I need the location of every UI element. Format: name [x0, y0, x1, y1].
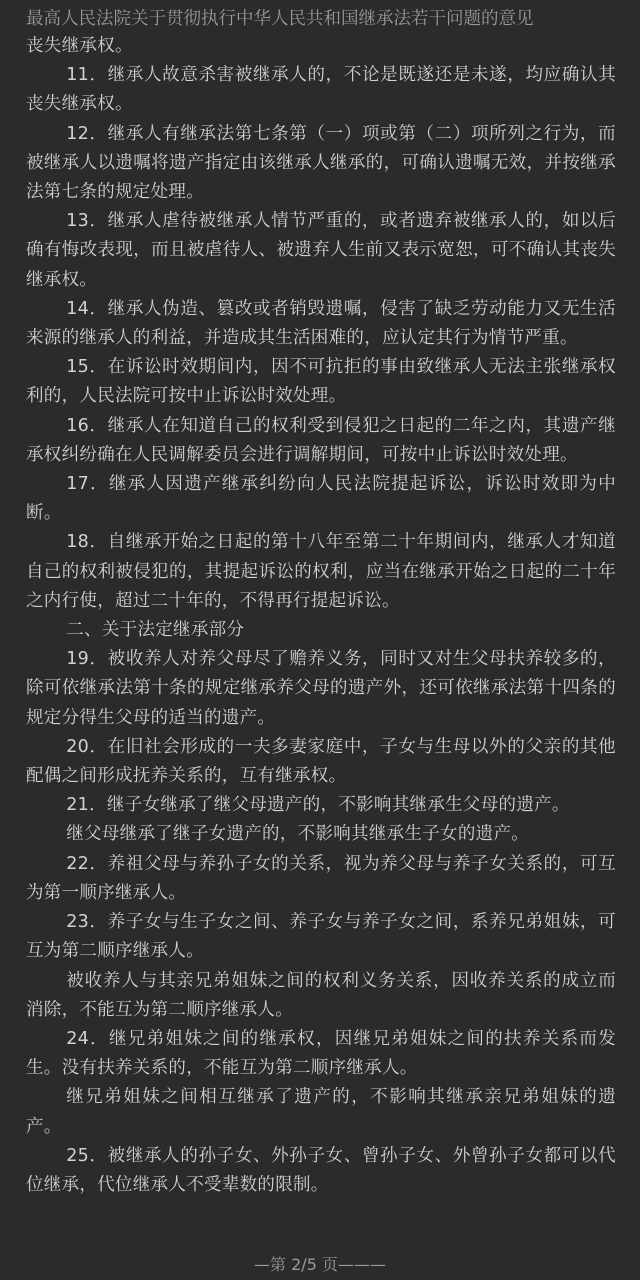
paragraph: 23．养子女与生子女之间、养子女与养子女之间，系养兄弟姐妹，可互为第二顺序继承人。 — [26, 912, 616, 962]
paragraph: 19．被收养人对养父母尽了赡养义务，同时又对生父母扶养较多的，除可依继承法第十条的规定继承养父母的遗产外，还可依继承法第十四条的规定分得生父母的适当的遗产。 — [26, 649, 616, 728]
paragraph: 22．养祖父母与养孙子女的关系，视为养父母与养子女关系的，可互为第一顺序继承人。 — [26, 853, 616, 903]
paragraph: 继父母继承了继子女遗产的，不影响其继承生子女的遗产。 — [66, 824, 530, 845]
paragraph: 丧失继承权。 — [26, 36, 133, 56]
paragraph: 13．继承人虐待被继承人情节严重的，或者遗弃被继承人的，如以后确有悔改表现，而且被虐待人、被遗弃人生前又表示宽恕，可不确认其丧失继承权。 — [26, 211, 616, 290]
paragraph: 17．继承人因遗产继承纠纷向人民法院提起诉讼，诉讼时效即为中断。 — [26, 474, 616, 524]
book-title: 最高人民法院关于贯彻执行中华人民共和国继承法若干问题的意见 — [26, 9, 534, 29]
paragraph: 继兄弟姐妹之间相互继承了遗产的，不影响其继承亲兄弟姐妹的遗产。 — [26, 1087, 616, 1137]
paragraph: 16．继承人在知道自己的权利受到侵犯之日起的二年之内，其遗产继承权纠纷确在人民调解委员会进行调解期间，可按中止诉讼时效处理。 — [26, 415, 616, 465]
paragraph: 被收养人与其亲兄弟姐妹之间的权利义务关系，因收养关系的成立而消除，不能互为第二顺序继承人。 — [26, 970, 616, 1020]
article-text — [26, 32, 616, 1200]
paragraph: 21．继子女继承了继父母遗产的，不影响其继承生父母的遗产。 — [66, 795, 570, 816]
paragraph: 24．继兄弟姐妹之间的继承权，因继兄弟姐妹之间的扶养关系而发生。没有扶养关系的，不能互为第二顺序继承人。 — [26, 1028, 616, 1079]
paragraph: 20．在旧社会形成的一夫多妻家庭中，子女与生母以外的父亲的其他配偶之间形成抚养关系的，互有继承权。 — [26, 736, 616, 787]
paragraph: 12．继承人有继承法第七条第（一）项或第（二）项所列之行为，而被继承人以遗嘱将遗产指定由该继承人继承的，可确认遗嘱无效，并按继承法第七条的规定处理。 — [26, 123, 616, 203]
page-indicator: —第 2/5 页——— — [254, 1255, 386, 1274]
paragraph: 11．继承人故意杀害被继承人的，不论是既遂还是未遂，均应确认其丧失继承权。 — [26, 65, 616, 115]
paragraph: 15．在诉讼时效期间内，因不可抗拒的事由致继承人无法主张继承权利的，人民法院可按中止诉讼时效处理。 — [26, 357, 616, 407]
paragraph: 二、关于法定继承部分 — [66, 620, 245, 641]
paragraph: 25．被继承人的孙子女、外孙子女、曾孙子女、外曾孙子女都可以代位继承，代位继承人不受辈数的限制。 — [26, 1145, 616, 1195]
paragraph: 14．继承人伪造、篡改或者销毁遗嘱，侵害了缺乏劳动能力又无生活来源的继承人的利益，并造成其生活困难的，应认定其行为情节严重。 — [26, 298, 616, 349]
paragraph: 18．自继承开始之日起的第十八年至第二十年期间内，继承人才知道自己的权利被侵犯的，其提起诉讼的权利，应当在继承开始之日起的二十年之内行使，超过二十年的，不得再行提起诉讼。 — [26, 532, 616, 611]
